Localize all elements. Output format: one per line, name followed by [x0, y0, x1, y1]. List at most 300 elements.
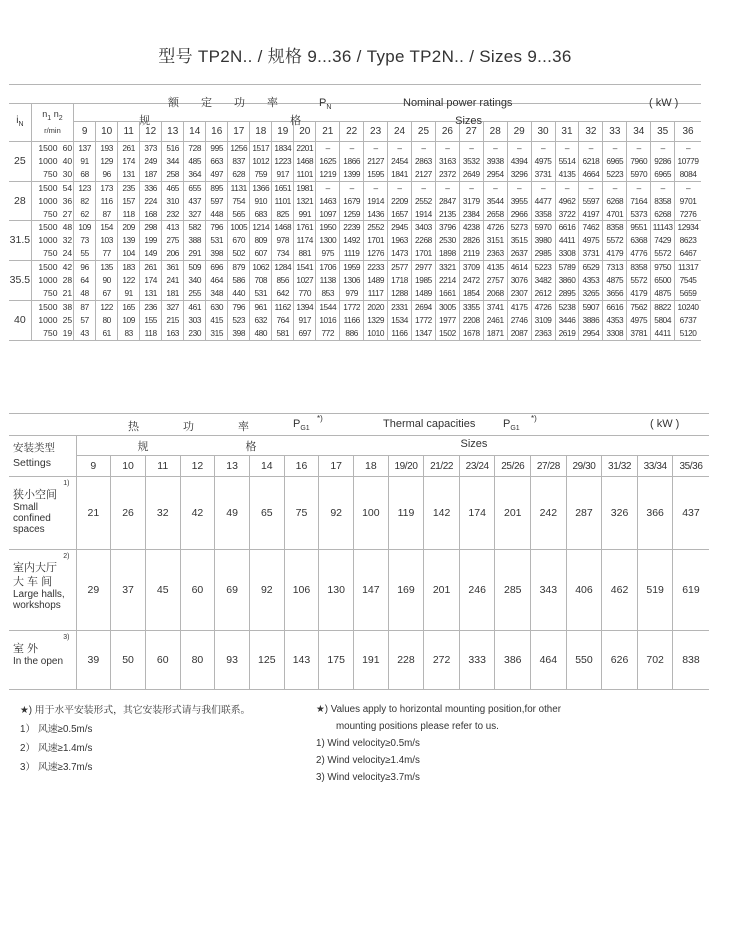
size-header: 35/36: [673, 456, 709, 477]
value-cell: 37: [111, 550, 146, 631]
value-cell: 5238: [555, 300, 579, 313]
page-title: 型号 TP2N.. / 规格 9...36 / Type TP2N.. / Sizes 9...36: [158, 47, 572, 66]
value-cell: 3151: [483, 234, 507, 247]
note-en-star: ★) Values apply to horizontal mounting position,for other: [316, 704, 561, 715]
value-cell: 131: [118, 168, 140, 181]
table2-heading-star: *): [317, 414, 323, 423]
value-cell: 49: [215, 477, 250, 550]
value-cell: 1657: [388, 208, 412, 221]
value-cell: 702: [637, 631, 673, 690]
value-cell: –: [388, 142, 412, 155]
value-cell: 6737: [675, 314, 701, 327]
value-cell: –: [651, 142, 675, 155]
value-cell: 1625: [316, 155, 340, 168]
table-row: [9, 168, 701, 181]
value-cell: 285: [495, 550, 531, 631]
note-en-star-cont: mounting positions please refer to us.: [336, 721, 499, 732]
value-cell: 163: [162, 327, 184, 340]
n2-cell: 40: [60, 155, 74, 168]
value-cell: 413: [162, 221, 184, 234]
size-header: 18: [250, 122, 272, 142]
setting-label-cell: [9, 550, 76, 631]
value-cell: 1174: [294, 234, 316, 247]
ratio-cell: 25: [9, 142, 31, 182]
value-cell: 764: [272, 314, 294, 327]
value-cell: 93: [215, 631, 250, 690]
value-cell: 2363: [531, 327, 555, 340]
value-cell: 1772: [340, 300, 364, 313]
value-cell: 303: [184, 314, 206, 327]
value-cell: 2649: [459, 168, 483, 181]
value-cell: –: [316, 142, 340, 155]
value-cell: 3781: [627, 327, 651, 340]
value-cell: 241: [162, 274, 184, 287]
value-cell: 386: [495, 631, 531, 690]
value-cell: 2895: [555, 287, 579, 300]
value-cell: 3482: [531, 274, 555, 287]
value-cell: 523: [228, 314, 250, 327]
table-row: [9, 221, 701, 234]
value-cell: 2826: [459, 234, 483, 247]
nominal-power-table: [9, 84, 701, 341]
value-cell: 2757: [483, 274, 507, 287]
note-cn-1: 1） 风速≥0.5m/s: [20, 724, 93, 735]
value-cell: 168: [140, 208, 162, 221]
value-cell: 91: [118, 287, 140, 300]
value-cell: 1259: [340, 208, 364, 221]
value-cell: 2637: [507, 247, 531, 260]
value-cell: 3656: [603, 287, 627, 300]
value-cell: –: [603, 181, 627, 194]
value-cell: 1463: [316, 195, 340, 208]
value-cell: 9750: [651, 261, 675, 274]
value-cell: 1276: [364, 247, 388, 260]
value-cell: –: [364, 142, 388, 155]
table-row: [9, 631, 709, 690]
value-cell: 149: [140, 247, 162, 260]
value-cell: 191: [354, 631, 389, 690]
value-cell: 39: [76, 631, 111, 690]
value-cell: 255: [184, 287, 206, 300]
value-cell: 1502: [435, 327, 459, 340]
value-cell: 366: [637, 477, 673, 550]
value-cell: 5572: [627, 274, 651, 287]
value-cell: 448: [206, 208, 228, 221]
value-cell: 531: [206, 234, 228, 247]
table1-heading-cn: 额 定 功 率: [168, 97, 278, 109]
value-cell: 2119: [459, 247, 483, 260]
value-cell: 4875: [603, 274, 627, 287]
value-cell: 2384: [459, 208, 483, 221]
value-cell: 1027: [294, 274, 316, 287]
value-cell: 1468: [294, 155, 316, 168]
size-header: 10: [96, 122, 118, 142]
value-cell: 2658: [483, 208, 507, 221]
value-cell: 3296: [507, 168, 531, 181]
value-cell: 772: [316, 327, 340, 340]
n1-cell: 1500: [31, 261, 59, 274]
value-cell: –: [531, 142, 555, 155]
size-header: 25/26: [495, 456, 531, 477]
value-cell: 5514: [555, 155, 579, 168]
thermal-capacity-table: [9, 413, 709, 690]
value-cell: 3321: [435, 261, 459, 274]
value-cell: 2694: [412, 300, 436, 313]
value-cell: 4353: [603, 314, 627, 327]
value-cell: 4394: [507, 155, 531, 168]
value-cell: 327: [162, 300, 184, 313]
size-header: 29/30: [566, 456, 602, 477]
table-row: [9, 287, 701, 300]
value-cell: 3731: [531, 168, 555, 181]
table1-heading-symbol: $P_N$: [319, 97, 332, 112]
value-cell: 2863: [412, 155, 436, 168]
value-cell: 1841: [388, 168, 412, 181]
value-cell: 1366: [250, 181, 272, 194]
value-cell: 1517: [250, 142, 272, 155]
n2-cell: 48: [60, 221, 74, 234]
value-cell: 2020: [364, 300, 388, 313]
value-cell: 2127: [412, 168, 436, 181]
value-cell: 1914: [412, 208, 436, 221]
value-cell: 183: [118, 261, 140, 274]
value-cell: 7545: [675, 274, 701, 287]
value-cell: 6218: [579, 155, 603, 168]
sizes-label-cn-2: 格: [290, 114, 302, 127]
size-header: 19: [272, 122, 294, 142]
size-header: 20: [294, 122, 316, 142]
table2-heading: [9, 414, 709, 436]
value-cell: 886: [340, 327, 364, 340]
value-cell: 895: [206, 181, 228, 194]
value-cell: 2307: [507, 287, 531, 300]
value-cell: 5120: [675, 327, 701, 340]
value-cell: 1005: [228, 221, 250, 234]
value-cell: 979: [340, 287, 364, 300]
value-cell: 728: [184, 142, 206, 155]
value-cell: 333: [459, 631, 495, 690]
subscript: 2: [58, 114, 63, 122]
value-cell: 1101: [272, 195, 294, 208]
value-cell: 5572: [651, 247, 675, 260]
value-cell: 261: [118, 142, 140, 155]
value-cell: 1718: [388, 274, 412, 287]
value-cell: 2552: [412, 195, 436, 208]
value-cell: 2954: [483, 168, 507, 181]
value-cell: 87: [96, 208, 118, 221]
n1-cell: 1500: [31, 221, 59, 234]
value-cell: 1959: [340, 261, 364, 274]
setting-label-en: confined: [13, 513, 51, 524]
n2-cell: 21: [60, 287, 74, 300]
value-cell: 336: [140, 181, 162, 194]
value-cell: 246: [459, 550, 495, 631]
value-cell: 3741: [483, 300, 507, 313]
value-cell: 1489: [364, 274, 388, 287]
value-cell: 910: [250, 195, 272, 208]
value-cell: –: [388, 181, 412, 194]
sizes-label-cn-2: 格: [245, 441, 257, 453]
note-cn-3: 3） 风速≥3.7m/s: [20, 762, 93, 773]
value-cell: 1166: [340, 314, 364, 327]
value-cell: –: [651, 181, 675, 194]
setting-label-en: Large halls,: [13, 589, 65, 600]
value-cell: 90: [96, 274, 118, 287]
value-cell: 2577: [388, 261, 412, 274]
value-cell: 201: [495, 477, 531, 550]
value-cell: 228: [388, 631, 424, 690]
value-cell: 125: [249, 631, 284, 690]
value-cell: 642: [272, 287, 294, 300]
note-en-3: 3) Wind velocity≥3.7m/s: [316, 772, 420, 783]
n1-cell: 750: [31, 247, 59, 260]
size-header: 21/22: [424, 456, 460, 477]
value-cell: 5223: [603, 168, 627, 181]
value-cell: –: [579, 142, 603, 155]
size-header: 10: [111, 456, 146, 477]
size-header: 33/34: [637, 456, 673, 477]
setting-footnote-mark: 1): [63, 480, 70, 487]
value-cell: 1761: [294, 221, 316, 234]
value-cell: 5907: [579, 300, 603, 313]
value-cell: 1016: [316, 314, 340, 327]
notes-cn: [20, 701, 250, 777]
size-header: 17: [228, 122, 250, 142]
sizes-label-cell: [76, 436, 709, 456]
value-cell: 173: [96, 181, 118, 194]
n2-cell: 19: [60, 327, 74, 340]
value-cell: 344: [162, 155, 184, 168]
value-cell: 7462: [579, 221, 603, 234]
value-cell: 137: [74, 142, 96, 155]
size-header: 36: [675, 122, 701, 142]
value-cell: 437: [184, 195, 206, 208]
rpm-label: r/min: [44, 126, 61, 136]
size-header: 26: [435, 122, 459, 142]
value-cell: 2954: [579, 327, 603, 340]
size-header: 27: [459, 122, 483, 142]
value-cell: 10779: [675, 155, 701, 168]
value-cell: 9286: [651, 155, 675, 168]
n2-cell: 28: [60, 274, 74, 287]
value-cell: 1544: [316, 300, 340, 313]
value-cell: 1306: [340, 274, 364, 287]
value-cell: 165: [118, 300, 140, 313]
value-cell: 1131: [228, 181, 250, 194]
value-cell: 201: [424, 550, 460, 631]
size-header: 19/20: [388, 456, 424, 477]
value-cell: 2552: [364, 221, 388, 234]
value-cell: 1162: [272, 300, 294, 313]
value-cell: –: [603, 142, 627, 155]
value-cell: 461: [184, 300, 206, 313]
value-cell: 809: [250, 234, 272, 247]
value-cell: 4353: [579, 274, 603, 287]
table-row: [9, 155, 701, 168]
value-cell: –: [675, 181, 701, 194]
size-header: 13: [215, 456, 250, 477]
size-header: 23/24: [459, 456, 495, 477]
settings-label-en: Settings: [13, 457, 51, 469]
value-cell: 464: [531, 631, 567, 690]
value-cell: 287: [566, 477, 602, 550]
value-cell: 6616: [555, 221, 579, 234]
value-cell: 4175: [507, 300, 531, 313]
value-cell: 154: [96, 221, 118, 234]
value-cell: –: [507, 181, 531, 194]
n2-cell: 54: [60, 181, 74, 194]
value-cell: 3358: [531, 208, 555, 221]
value-cell: 373: [140, 142, 162, 155]
value-cell: 1701: [412, 247, 436, 260]
sizes-label-cell: [74, 104, 701, 127]
value-cell: 1977: [435, 314, 459, 327]
setting-label-en: In the open: [13, 656, 64, 667]
value-cell: 597: [206, 195, 228, 208]
size-header: 22: [340, 122, 364, 142]
value-cell: 174: [140, 274, 162, 287]
value-cell: 1534: [388, 314, 412, 327]
value-cell: 550: [566, 631, 602, 690]
value-cell: –: [364, 181, 388, 194]
value-cell: 6467: [675, 247, 701, 260]
value-cell: 655: [184, 181, 206, 194]
value-cell: 5804: [651, 314, 675, 327]
value-cell: 1166: [388, 327, 412, 340]
value-cell: 3005: [435, 300, 459, 313]
value-cell: 1473: [388, 247, 412, 260]
value-cell: –: [555, 181, 579, 194]
setting-label-cn: 室内大厅: [13, 562, 57, 574]
table-row: [9, 234, 701, 247]
setting-footnote-mark: 3): [63, 634, 70, 641]
value-cell: 3722: [555, 208, 579, 221]
value-cell: 465: [162, 181, 184, 194]
value-cell: 3532: [459, 155, 483, 168]
value-cell: 1834: [272, 142, 294, 155]
value-cell: 415: [206, 314, 228, 327]
value-cell: 6368: [627, 234, 651, 247]
value-cell: 978: [272, 234, 294, 247]
value-cell: 6965: [603, 155, 627, 168]
value-cell: 12934: [675, 221, 701, 234]
value-cell: 1062: [250, 261, 272, 274]
value-cell: 683: [250, 208, 272, 221]
value-cell: 3955: [507, 195, 531, 208]
value-cell: 1329: [364, 314, 388, 327]
value-cell: 961: [250, 300, 272, 313]
value-cell: 1394: [294, 300, 316, 313]
value-cell: 586: [228, 274, 250, 287]
value-cell: –: [459, 142, 483, 155]
value-cell: 3446: [555, 314, 579, 327]
value-cell: 1541: [294, 261, 316, 274]
n2-cell: 30: [60, 168, 74, 181]
table-row: [9, 195, 701, 208]
value-cell: 100: [354, 477, 389, 550]
value-cell: 1871: [483, 327, 507, 340]
size-header: 33: [603, 122, 627, 142]
value-cell: 3886: [579, 314, 603, 327]
value-cell: 7313: [603, 261, 627, 274]
value-cell: 65: [249, 477, 284, 550]
value-cell: 502: [228, 247, 250, 260]
value-cell: 1679: [340, 195, 364, 208]
value-cell: 83: [118, 327, 140, 340]
value-cell: 175: [319, 631, 354, 690]
table-row: [9, 208, 701, 221]
value-cell: 230: [184, 327, 206, 340]
value-cell: 60: [145, 631, 180, 690]
value-cell: 1595: [364, 168, 388, 181]
setting-footnote-mark: 2): [63, 553, 70, 560]
value-cell: 91: [74, 155, 96, 168]
value-cell: 199: [140, 234, 162, 247]
value-cell: 1678: [459, 327, 483, 340]
value-cell: 825: [272, 208, 294, 221]
size-header: 32: [579, 122, 603, 142]
value-cell: 1981: [294, 181, 316, 194]
n1-cell: 1000: [31, 314, 59, 327]
value-cell: 116: [96, 195, 118, 208]
table-row: [9, 327, 701, 340]
value-cell: 232: [162, 208, 184, 221]
value-cell: 7960: [627, 155, 651, 168]
value-cell: 129: [96, 155, 118, 168]
value-cell: 509: [184, 261, 206, 274]
value-cell: 4197: [579, 208, 603, 221]
value-cell: 147: [354, 550, 389, 631]
value-cell: 155: [140, 314, 162, 327]
ratio-cell: 40: [9, 300, 31, 340]
value-cell: 3796: [435, 221, 459, 234]
table1-heading-en: Nominal power ratings: [403, 97, 513, 109]
value-cell: 1489: [412, 287, 436, 300]
value-cell: 298: [140, 221, 162, 234]
value-cell: 464: [206, 274, 228, 287]
value-cell: 3544: [483, 195, 507, 208]
value-cell: 123: [74, 181, 96, 194]
value-cell: 43: [74, 327, 96, 340]
value-cell: 2472: [459, 274, 483, 287]
value-cell: 582: [184, 221, 206, 234]
value-cell: 917: [272, 168, 294, 181]
value-cell: 181: [162, 287, 184, 300]
size-header: 14: [249, 456, 284, 477]
value-cell: 340: [184, 274, 206, 287]
value-cell: –: [340, 181, 364, 194]
size-header: 35: [651, 122, 675, 142]
sizes-label-en: Sizes: [460, 438, 488, 450]
n2-cell: 38: [60, 300, 74, 313]
value-cell: –: [340, 142, 364, 155]
value-cell: 11317: [675, 261, 701, 274]
table-row: [9, 261, 701, 274]
value-cell: 1866: [340, 155, 364, 168]
table-row: [9, 300, 701, 313]
value-cell: –: [435, 181, 459, 194]
size-header: 24: [388, 122, 412, 142]
n2-cell: 42: [60, 261, 74, 274]
size-header: 23: [364, 122, 388, 142]
table2-heading-symbol: $P_{G1}$: [293, 418, 310, 433]
table-row: [9, 477, 709, 550]
n1-cell: 1500: [31, 300, 59, 313]
value-cell: 67: [96, 287, 118, 300]
value-cell: 3938: [483, 155, 507, 168]
value-cell: 1256: [228, 142, 250, 155]
value-cell: 310: [162, 195, 184, 208]
